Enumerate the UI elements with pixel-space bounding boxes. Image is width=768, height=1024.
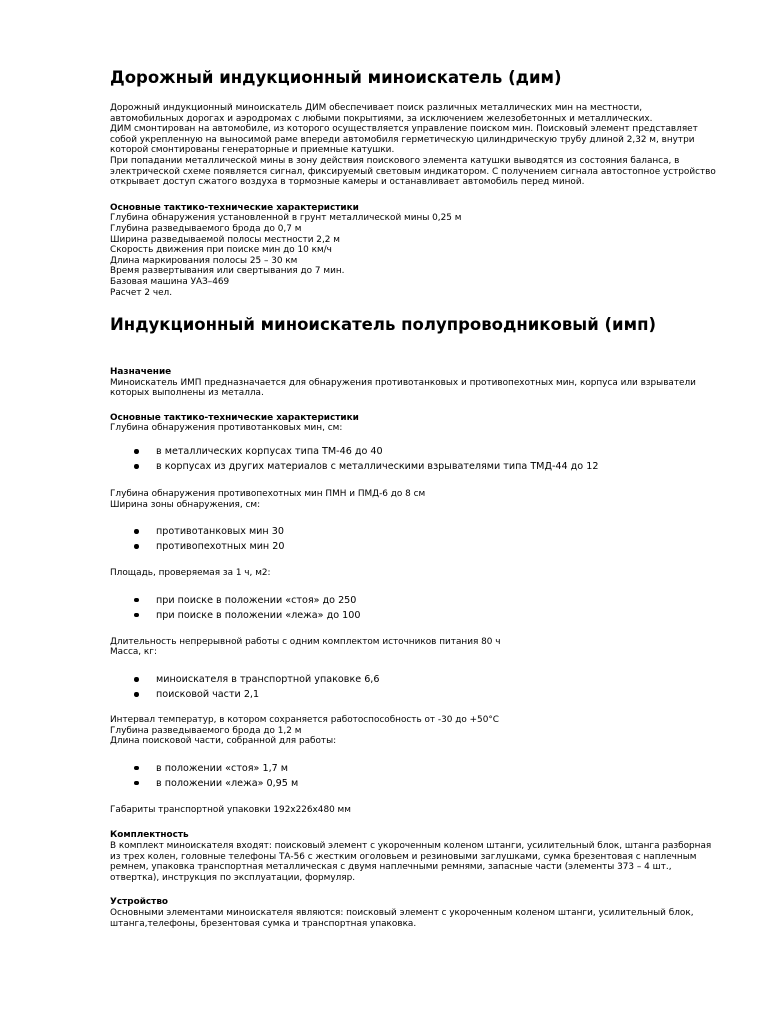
text-line: автомобильных дорогах и аэродромах с любыми покрытиями, за исключением железобетонных и металлических. bbox=[110, 113, 653, 124]
spec-line: Время развертывания или свертывания до 7 мин. bbox=[110, 266, 345, 277]
temperature-line: Интервал температур, в котором сохраняется работоспособность от -30 до +50°С bbox=[110, 715, 499, 726]
duration-line: Длительность непрерывной работы с одним комплектом источников питания 80 ч bbox=[110, 636, 501, 647]
antipersonnel-block bbox=[110, 489, 720, 510]
spec-line: Расчет 2 чел. bbox=[110, 287, 173, 298]
text-line: Основными элементами миноискателя являются: поисковый элемент с укороченным коленом штанги, усилительный блок, bbox=[110, 907, 694, 918]
text-line: собой укрепленную на выносимой раме впереди автомобиля герметическую цилиндрическую трубу длиной 2,32 м, внутри bbox=[110, 134, 695, 145]
spec-line: Глубина обнаружения установленной в грунт металлической мины 0,25 м bbox=[110, 213, 462, 224]
kit-heading: Комплектность bbox=[110, 830, 189, 841]
dimensions-line: Габариты транспортной упаковки 192x226x480 мм bbox=[110, 804, 351, 815]
antitank-depth-label: Глубина обнаружения противотанковых мин, см: bbox=[110, 423, 343, 434]
text-line: ремнем, упаковка транспортная металлическая с двумя наплечными ремнями, запасные части (элементы 373 – 4 шт., bbox=[110, 862, 672, 873]
device-block bbox=[110, 897, 720, 929]
list-item: в положении «стоя» 1,7 м bbox=[156, 761, 720, 776]
spec-line: Длина маркирования полосы 25 – 30 км bbox=[110, 255, 298, 266]
text-line: из трех колен, головные телефоны ТА-56 с жестким оголовьем и резиновыми заглушками, сумка брезентовая с наплечным bbox=[110, 851, 697, 862]
section-2-title: Индукционный миноискатель полупроводниковый (имп) bbox=[110, 315, 657, 335]
device-heading: Устройство bbox=[110, 897, 169, 908]
list-item: миноискателя в транспортной упаковке 6,6 bbox=[156, 672, 720, 687]
ford-line: Глубина разведываемого брода до 1,2 м bbox=[110, 725, 302, 736]
list-item: в корпусах из других материалов с металлическими взрывателями типа ТМД-44 до 12 bbox=[156, 459, 720, 474]
list-item: в положении «лежа» 0,95 м bbox=[156, 776, 720, 791]
area-list bbox=[110, 593, 720, 623]
list-item: противопехотных мин 20 bbox=[156, 539, 720, 554]
text-line: штанга,телефоны, брезентовая сумка и транспортная упаковка. bbox=[110, 918, 417, 929]
text-line: Миноискатель ИМП предназначается для обнаружения противотанковых и противопехотных мин, корпуса или взрыватели bbox=[110, 377, 696, 388]
specs-block bbox=[110, 413, 720, 434]
length-label: Длина поисковой части, собранной для работы: bbox=[110, 736, 337, 747]
zone-list bbox=[110, 524, 720, 554]
specs-heading: Основные тактико-технические характеристики bbox=[110, 202, 359, 213]
list-item: поисковой части 2,1 bbox=[156, 687, 720, 702]
temperature-block bbox=[110, 715, 720, 747]
area-label: Площадь, проверяемая за 1 ч, м2: bbox=[110, 568, 271, 579]
zone-label: Ширина зоны обнаружения, см: bbox=[110, 499, 261, 510]
specs-heading: Основные тактико-технические характеристики bbox=[110, 412, 359, 423]
text-line: электрической схеме появляется сигнал, фиксируемый световым индикатором. С получением сигнала автостопное устройство bbox=[110, 166, 716, 177]
length-list bbox=[110, 761, 720, 791]
text-line: которой смонтированы генераторные и приемные катушки. bbox=[110, 145, 395, 156]
text-line: При попадании металлической мины в зону действия поискового элемента катушки выводятся из состояния баланса, в bbox=[110, 155, 680, 166]
text-line: В комплект миноискателя входят: поисковый элемент с укороченным коленом штанги, усилительный блок, штанга разборная bbox=[110, 841, 712, 851]
document-body bbox=[110, 66, 720, 929]
list-item: в металлических корпусах типа ТМ-46 до 40 bbox=[156, 444, 720, 459]
text-line: ДИМ смонтирован на автомобиле, из которого осуществляется управление поиском мин. Поисковый элемент представляет bbox=[110, 124, 698, 135]
section-1-title: Дорожный индукционный миноискатель (дим) bbox=[110, 68, 562, 87]
list-item: при поиске в положении «лежа» до 100 bbox=[156, 608, 720, 623]
dimensions-block bbox=[110, 805, 720, 816]
spec-line: Глубина разведываемого брода до 0,7 м bbox=[110, 223, 302, 234]
spec-line: Базовая машина УАЗ–469 bbox=[110, 276, 230, 287]
text-line: отвертка), инструкция по эксплуатации, формуляр. bbox=[110, 872, 356, 883]
list-item: противотанковых мин 30 bbox=[156, 524, 720, 539]
spec-line: Скорость движения при поиске мин до 10 км/ч bbox=[110, 245, 332, 256]
text-line: которых выполнены из металла. bbox=[110, 388, 264, 399]
section-1-specs bbox=[110, 203, 720, 298]
kit-block bbox=[110, 830, 720, 883]
spec-line: Ширина разведываемой полосы местности 2,2 м bbox=[110, 234, 340, 245]
purpose-block bbox=[110, 367, 720, 399]
mass-label: Масса, кг: bbox=[110, 647, 157, 658]
mass-list bbox=[110, 672, 720, 702]
section-1-intro bbox=[110, 103, 720, 188]
antipersonnel-depth: Глубина обнаружения противопехотных мин ПМН и ПМД-6 до 8 см bbox=[110, 489, 426, 500]
purpose-heading: Назначение bbox=[110, 367, 172, 378]
list-item: при поиске в положении «стоя» до 250 bbox=[156, 593, 720, 608]
text-line: открывает доступ сжатого воздуха в тормозные камеры и останавливает автомобиль перед миной. bbox=[110, 177, 585, 188]
text-line: Дорожный индукционный миноискатель ДИМ обеспечивает поиск различных металлических мин на местности, bbox=[110, 103, 643, 113]
area-block bbox=[110, 568, 720, 579]
mass-block bbox=[110, 637, 720, 658]
antitank-depth-list bbox=[110, 444, 720, 474]
